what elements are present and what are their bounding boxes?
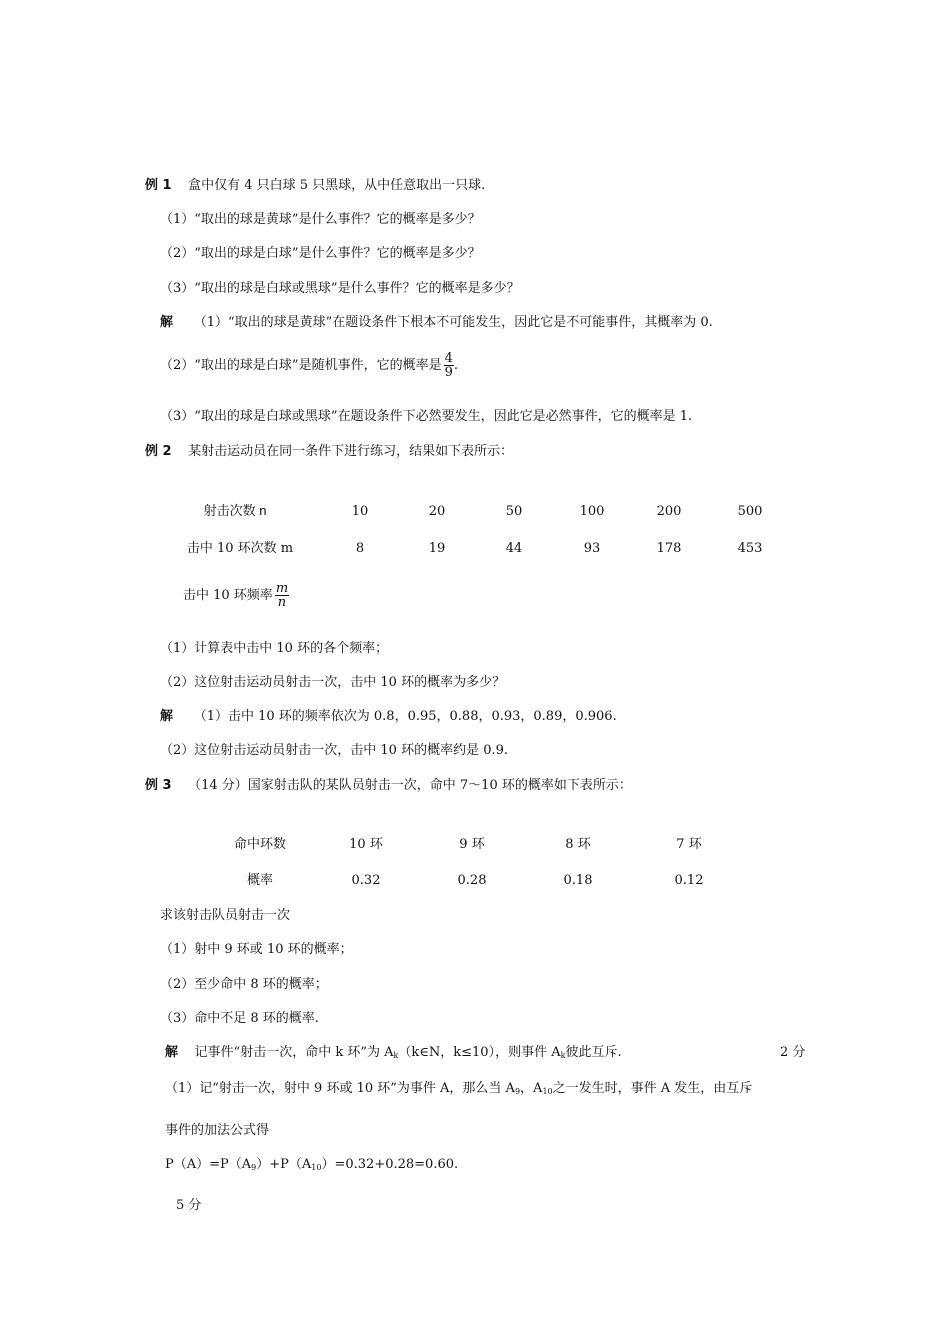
table-cell: 8 <box>355 541 365 556</box>
example-3-question-2: （2）至少命中 8 环的概率； <box>160 977 328 992</box>
example-2-text: 某射击运动员在同一条件下进行练习，结果如下表所示： <box>188 444 514 459</box>
table-cell: 200 <box>656 504 682 519</box>
table-cell: 0.18 <box>563 873 593 888</box>
answer-text: ，A <box>520 1081 543 1096</box>
example-3-answer-1-line-2: 事件的加法公式得 <box>165 1123 270 1138</box>
table-cell: 178 <box>656 541 682 556</box>
table-cell: 10 环 <box>349 837 383 852</box>
example-3-question-1: （1）射中 9 环或 10 环的概率； <box>160 942 353 957</box>
example-3-ask: 求该射击队员射击一次 <box>160 908 291 923</box>
example-2-question-1: （1）计算表中击中 10 环的各个频率； <box>160 641 389 656</box>
table-cell: 0.12 <box>674 873 704 888</box>
answer-text: （1）击中 10 环的频率依次为 0.8，0.95，0.88，0.93，0.89，0.906. <box>193 709 617 724</box>
table-cell: 9 环 <box>459 837 485 852</box>
subscript: 10 <box>311 1163 322 1172</box>
solution-text: 彼此互斥. <box>565 1045 622 1060</box>
example-1-question-2: （2）“取出的球是白球”是什么事件？它的概率是多少？ <box>160 246 481 261</box>
example-1-text: 盒中仅有 4 只白球 5 只黑球，从中任意取出一只球. <box>188 178 486 193</box>
solution-label: 解 <box>160 315 174 330</box>
table-row-label: 命中环数 <box>233 837 287 852</box>
subscript: 10 <box>542 1087 553 1096</box>
table-row-label: 概率 <box>246 873 274 888</box>
table-row-label: 击中 10 环次数 m <box>186 541 294 556</box>
table-cell: 0.32 <box>351 873 381 888</box>
answer-text: 之一发生时，事件 A 发生，由互斥 <box>552 1081 753 1096</box>
fraction-denominator: 9 <box>444 365 453 380</box>
formula-text: P（A）=P（A <box>165 1157 252 1172</box>
fraction-numerator: m <box>275 581 289 596</box>
example-1-answer-3: （3）“取出的球是白球或黑球”在题设条件下必然要发生，因此它是必然事件，它的概率是 1. <box>160 409 693 424</box>
example-2-label: 例 2 <box>145 444 172 459</box>
table-cell: 10 <box>351 504 369 519</box>
solution-text: 记事件“射击一次，命中 k 环”为 A <box>194 1045 394 1060</box>
table-cell: 50 <box>505 504 523 519</box>
example-3-text: （14 分）国家射击队的某队员射击一次，命中 7～10 环的概率如下表所示： <box>188 778 632 793</box>
score-marker: 2 分 <box>780 1045 806 1060</box>
table-cell: 7 环 <box>676 837 702 852</box>
formula-text: ）=0.32+0.28=0.60. <box>321 1157 459 1172</box>
score-marker: 5 分 <box>176 1198 202 1213</box>
fraction-denominator: n <box>277 595 287 610</box>
subscript: 9 <box>251 1163 257 1172</box>
table-cell: 0.28 <box>457 873 487 888</box>
formula-text: ）+P（A <box>256 1157 312 1172</box>
table-cell: 20 <box>428 504 446 519</box>
example-3-question-3: （3）命中不足 8 环的概率. <box>160 1011 319 1026</box>
subscript: k <box>560 1051 566 1060</box>
fraction <box>444 352 454 379</box>
answer-text: （1）记“射击一次，射中 9 环或 10 环”为事件 A，那么当 A <box>165 1081 515 1096</box>
table-cell: 453 <box>737 541 763 556</box>
table-cell: 100 <box>579 504 605 519</box>
example-3-answer-1-line-1 <box>165 1080 752 1101</box>
solution-label: 解 <box>165 1045 179 1060</box>
example-3-solution-intro <box>165 1044 622 1065</box>
example-2-answer-1 <box>160 708 617 726</box>
row-label-text: 击中 10 环频率 <box>183 588 273 603</box>
table-cell: 19 <box>428 541 446 556</box>
answer-period: . <box>453 358 458 373</box>
example-2-question-2: （2）这位射击运动员射击一次，击中 10 环的概率为多少？ <box>160 675 506 690</box>
solution-text: （k∈N，k≤10），则事件 A <box>398 1045 561 1060</box>
example-1-answer-2 <box>160 352 458 379</box>
table-cell: 8 环 <box>565 837 591 852</box>
solution-label: 解 <box>160 709 174 724</box>
fraction-numerator: 4 <box>444 351 453 366</box>
subscript: k <box>393 1051 399 1060</box>
table-row-label <box>183 582 289 609</box>
example-3-label: 例 3 <box>145 778 172 793</box>
example-1-question-1: （1）“取出的球是黄球”是什么事件？它的概率是多少？ <box>160 212 481 227</box>
table-cell: 44 <box>505 541 523 556</box>
example-2-stem <box>145 443 513 461</box>
example-1-stem <box>145 177 485 195</box>
table-row-label: 射击次数 n <box>203 503 267 518</box>
example-3-formula <box>165 1156 458 1177</box>
fraction <box>275 582 289 609</box>
answer-text: （2）“取出的球是白球”是随机事件，它的概率是 <box>160 358 442 373</box>
example-1-answer-1 <box>160 314 713 332</box>
example-1-question-3: （3）“取出的球是白球或黑球”是什么事件？它的概率是多少？ <box>160 281 520 296</box>
table-cell: 93 <box>583 541 601 556</box>
answer-text: （1）“取出的球是黄球”在题设条件下根本不可能发生，因此它是不可能事件，其概率为 0. <box>193 315 713 330</box>
example-2-answer-2: （2）这位射击运动员射击一次，击中 10 环的概率约是 0.9. <box>160 743 509 758</box>
subscript: 9 <box>514 1087 521 1096</box>
table-cell: 500 <box>737 504 763 519</box>
example-3-stem <box>145 777 632 795</box>
example-1-label: 例 1 <box>145 178 172 193</box>
